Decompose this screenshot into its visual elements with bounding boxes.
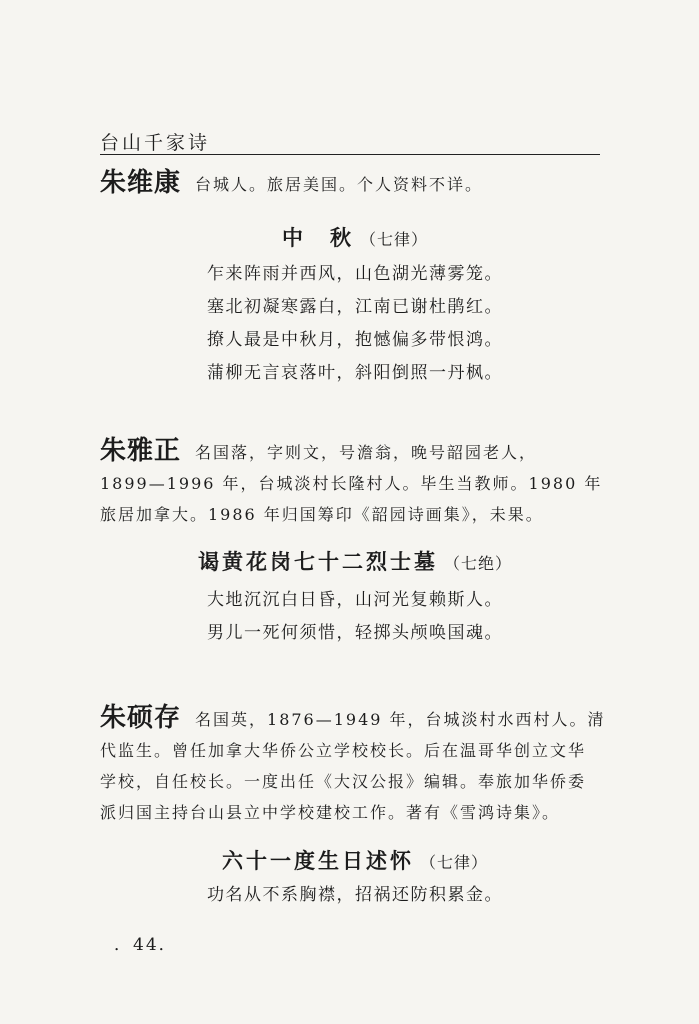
poem-line: 撩人最是中秋月，抱憾偏多带恨鸿。: [207, 330, 503, 350]
author-entry: [100, 436, 610, 530]
poem-body: [100, 584, 610, 650]
bio-line: 代监生。曾任加拿大华侨公立学校校长。后在温哥华创立文华: [100, 741, 587, 760]
poem-form: （七律）: [419, 853, 488, 872]
bio-line: [100, 436, 610, 468]
bio-text: 名国英，1876—1949 年，台城淡村水西村人。清: [195, 710, 606, 729]
poem-line: 乍来阵雨并西风，山色湖光薄雾笼。: [207, 264, 503, 284]
author-entry: [100, 703, 610, 828]
bio-line: 学校，自任校长。一度出任《大汉公报》编辑。奉旅加华侨委: [100, 772, 587, 791]
poem-line: 男儿一死何须惜，轻掷头颅唤国魂。: [207, 623, 503, 643]
bio-line: [100, 168, 610, 200]
poem-form: （七律）: [359, 230, 428, 249]
poem-line: 蒲柳无言哀落叶，斜阳倒照一丹枫。: [207, 363, 503, 383]
bio-text: 台城人。旅居美国。个人资料不详。: [195, 175, 484, 194]
bio-line: [100, 703, 610, 735]
author-name: 朱硕存: [100, 703, 182, 733]
header-rule: [100, 154, 600, 155]
poem-title: [100, 222, 610, 252]
poem-line: 功名从不系胸襟，招祸还防积累金。: [207, 885, 503, 905]
page-number: ．44．: [114, 935, 178, 955]
bio-text: 名国落，字则文，号澹翁，晚号韶园老人，: [195, 443, 538, 462]
bio-line: 1899—1996 年，台城淡村长隆村人。毕生当教师。1980 年: [100, 474, 603, 493]
running-header-title: 台山千家诗: [100, 132, 211, 154]
poem-body: [100, 258, 610, 390]
bio-line: 旅居加拿大。1986 年归国筹印《韶园诗画集》，未果。: [100, 505, 544, 524]
poem-title: [100, 845, 610, 875]
poem-line: 塞北初凝寒露白，江南已谢杜鹃红。: [207, 297, 503, 317]
poem-form: （七绝）: [443, 554, 512, 573]
bio-line: 派归国主持台山县立中学校建校工作。著有《雪鸿诗集》。: [100, 803, 561, 822]
author-name: 朱雅正: [100, 436, 182, 466]
poem-title-text: 中 秋: [281, 226, 354, 250]
poem-title-text: 谒黄花岗七十二烈士墓: [197, 550, 438, 574]
poem-body: [100, 879, 610, 912]
author-entry: [100, 168, 610, 200]
poem-line: 大地沉沉白日昏，山河光复赖斯人。: [207, 590, 503, 610]
poem-title: [100, 546, 610, 576]
poem-title-text: 六十一度生日述怀: [221, 849, 414, 873]
author-name: 朱维康: [100, 168, 182, 198]
